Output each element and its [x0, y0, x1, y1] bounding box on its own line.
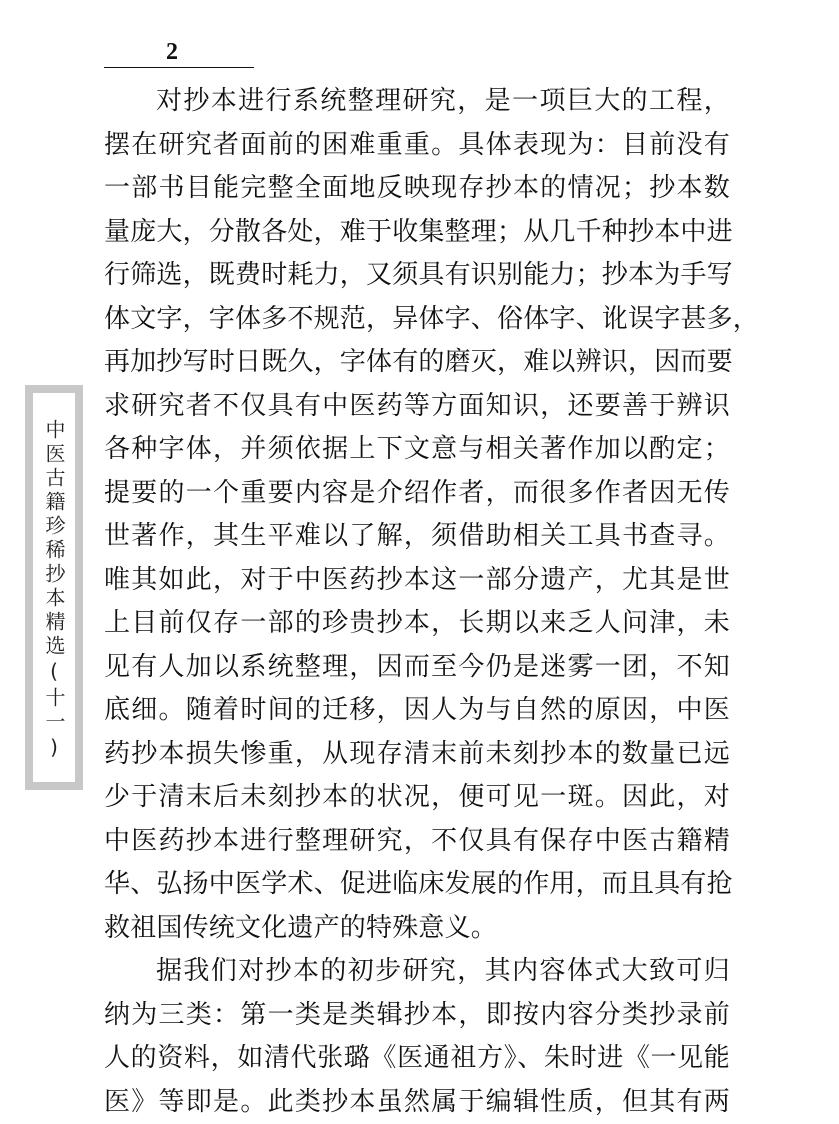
text-line: 量庞大，分散各处，难于收集整理；从几千种抄本中进	[104, 211, 730, 255]
text-line: 提要的一个重要内容是介绍作者，而很多作者因无传	[104, 472, 730, 516]
text-line: 医》等即是。此类抄本虽然属于编辑性质，但其有两	[104, 1081, 730, 1124]
text-line: 摆在研究者面前的困难重重。具体表现为：目前没有	[104, 124, 730, 168]
text-line: 行筛选，既费时耗力，又须具有识别能力；抄本为手写	[104, 254, 730, 298]
text-line: 对抄本进行系统整理研究，是一项巨大的工程，	[104, 80, 730, 124]
text-line: 华、弘扬中医学术、促进临床发展的作用，而且具有抢	[104, 863, 730, 907]
text-line: 人的资料，如清代张璐《医通祖方》、朱时进《一见能	[104, 1037, 730, 1081]
text-line: 再加抄写时日既久，字体有的磨灭，难以辨识，因而要	[104, 341, 730, 385]
text-line: 各种字体，并须依据上下文意与相关著作加以酌定；	[104, 428, 730, 472]
text-line: 一部书目能完整全面地反映现存抄本的情况；抄本数	[104, 167, 730, 211]
text-line: 唯其如此，对于中医药抄本这一部分遗产，尤其是世	[104, 559, 730, 603]
text-line: 求研究者不仅具有中医药等方面知识，还要善于辨识	[104, 385, 730, 429]
paragraph-2	[104, 950, 730, 1124]
side-tab	[25, 385, 83, 790]
side-title: 中医古籍珍稀抄本精选(十一)	[33, 419, 75, 763]
text-line: 中医药抄本进行整理研究，不仅具有保存中医古籍精	[104, 820, 730, 864]
text-line: 据我们对抄本的初步研究，其内容体式大致可归	[104, 950, 730, 994]
header-rule	[104, 67, 254, 68]
text-line: 救祖国传统文化遗产的特殊意义。	[104, 907, 730, 951]
text-line: 上目前仅存一部的珍贵抄本，长期以来乏人问津，未	[104, 602, 730, 646]
text-line: 底细。随着时间的迁移，因人为与自然的原因，中医	[104, 689, 730, 733]
text-line: 药抄本损失惨重，从现存清末前未刻抄本的数量已远	[104, 733, 730, 777]
page-number: 2	[166, 38, 178, 66]
paragraph-1	[104, 80, 730, 950]
text-line: 体文字，字体多不规范，异体字、俗体字、讹误字甚多，	[104, 298, 730, 342]
text-line: 少于清末后未刻抄本的状况，便可见一斑。因此，对	[104, 776, 730, 820]
text-line: 世著作，其生平难以了解，须借助相关工具书查寻。	[104, 515, 730, 559]
text-line: 见有人加以系统整理，因而至今仍是迷雾一团，不知	[104, 646, 730, 690]
body-text	[104, 80, 730, 1124]
text-line: 纳为三类：第一类是类辑抄本，即按内容分类抄录前	[104, 994, 730, 1038]
side-tab-inner	[33, 393, 75, 782]
